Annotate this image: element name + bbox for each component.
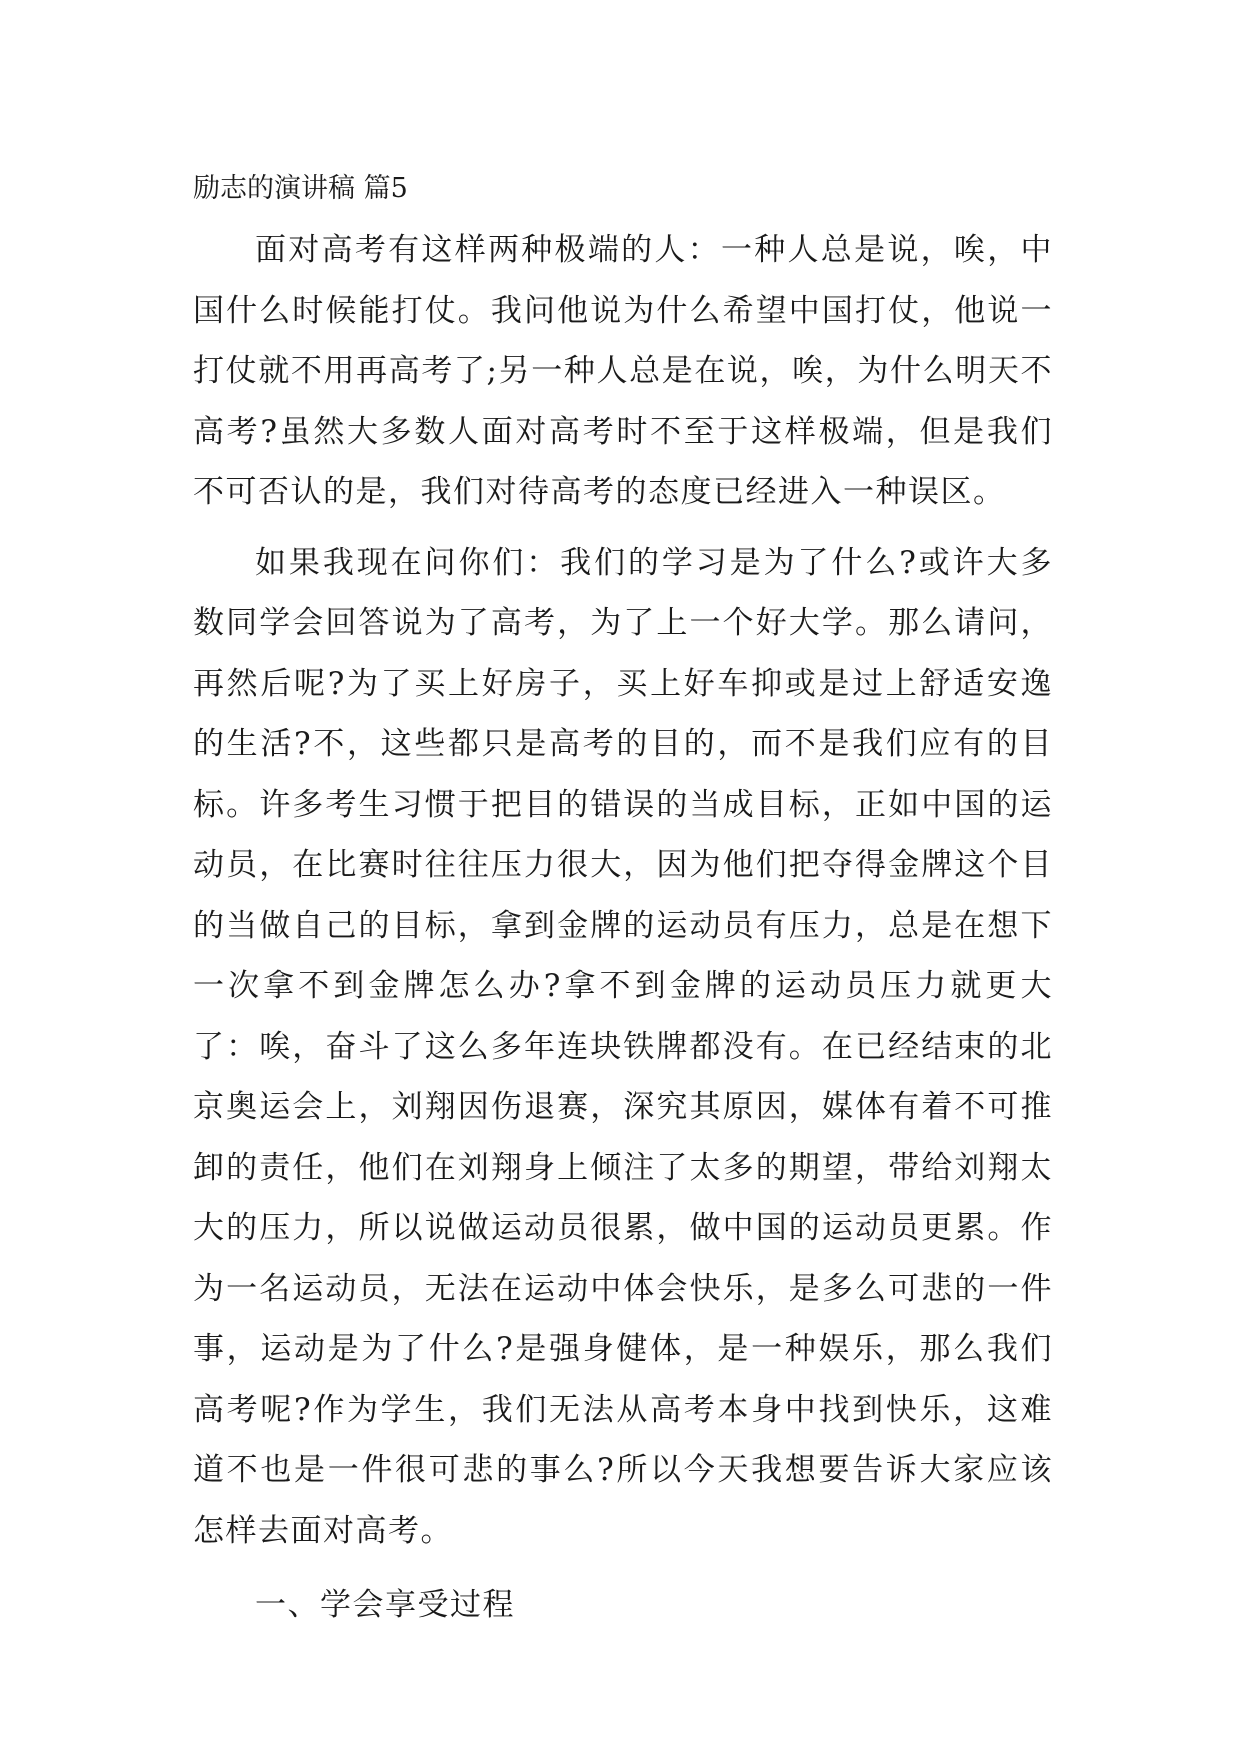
paragraph-2: 如果我现在问你们：我们的学习是为了什么?或许大多数同学会回答说为了高考，为了上一个好大学。那么请问，再然后呢?为了买上好房子，买上好车抑或是过上舒适安逸的生活?不，这些都只是高考的目的，而不是我们应有的目标。许多考生习惯于把目的错误的当成目标，正如中国的运动员，在比赛时往往压力很大，因为他们把夺得金牌这个目的当做自己的目标，拿到金牌的运动员有压力，总是在想下一次拿不到金牌怎么办?拿不到金牌的运动员压力就更大了：唉，奋斗了这么多年连块铁牌都没有。在已经结束的北京奥运会上，刘翔因伤退赛，深究其原因，媒体有着不可推卸的责任，他们在刘翔身上倾注了太多的期望，带给刘翔太大的压力，所以说做运动员很累，做中国的运动员更累。作为一名运动员，无法在运动中体会快乐，是多么可悲的一件事，运动是为了什么?是强身健体，是一种娱乐，那么我们高考呢?作为学生，我们无法从高考本身中找到快乐，这难道不也是一件很可悲的事么?所以今天我想要告诉大家应该怎样去面对高考。	[193, 544, 1053, 1549]
paragraph-1: 面对高考有这样两种极端的人：一种人总是说，唉，中国什么时候能打仗。我问他说为什么希望中国打仗，他说一打仗就不用再高考了;另一种人总是在说，唉，为什么明天不高考?虽然大多数人面对高考时不至于这样极端，但是我们不可否认的是，我们对待高考的态度已经进入一种误区。	[193, 232, 1053, 510]
document-title: 励志的演讲稿 篇5	[193, 173, 408, 204]
section-heading: 一、学会享受过程	[255, 1587, 515, 1623]
document-body	[193, 160, 1053, 1636]
